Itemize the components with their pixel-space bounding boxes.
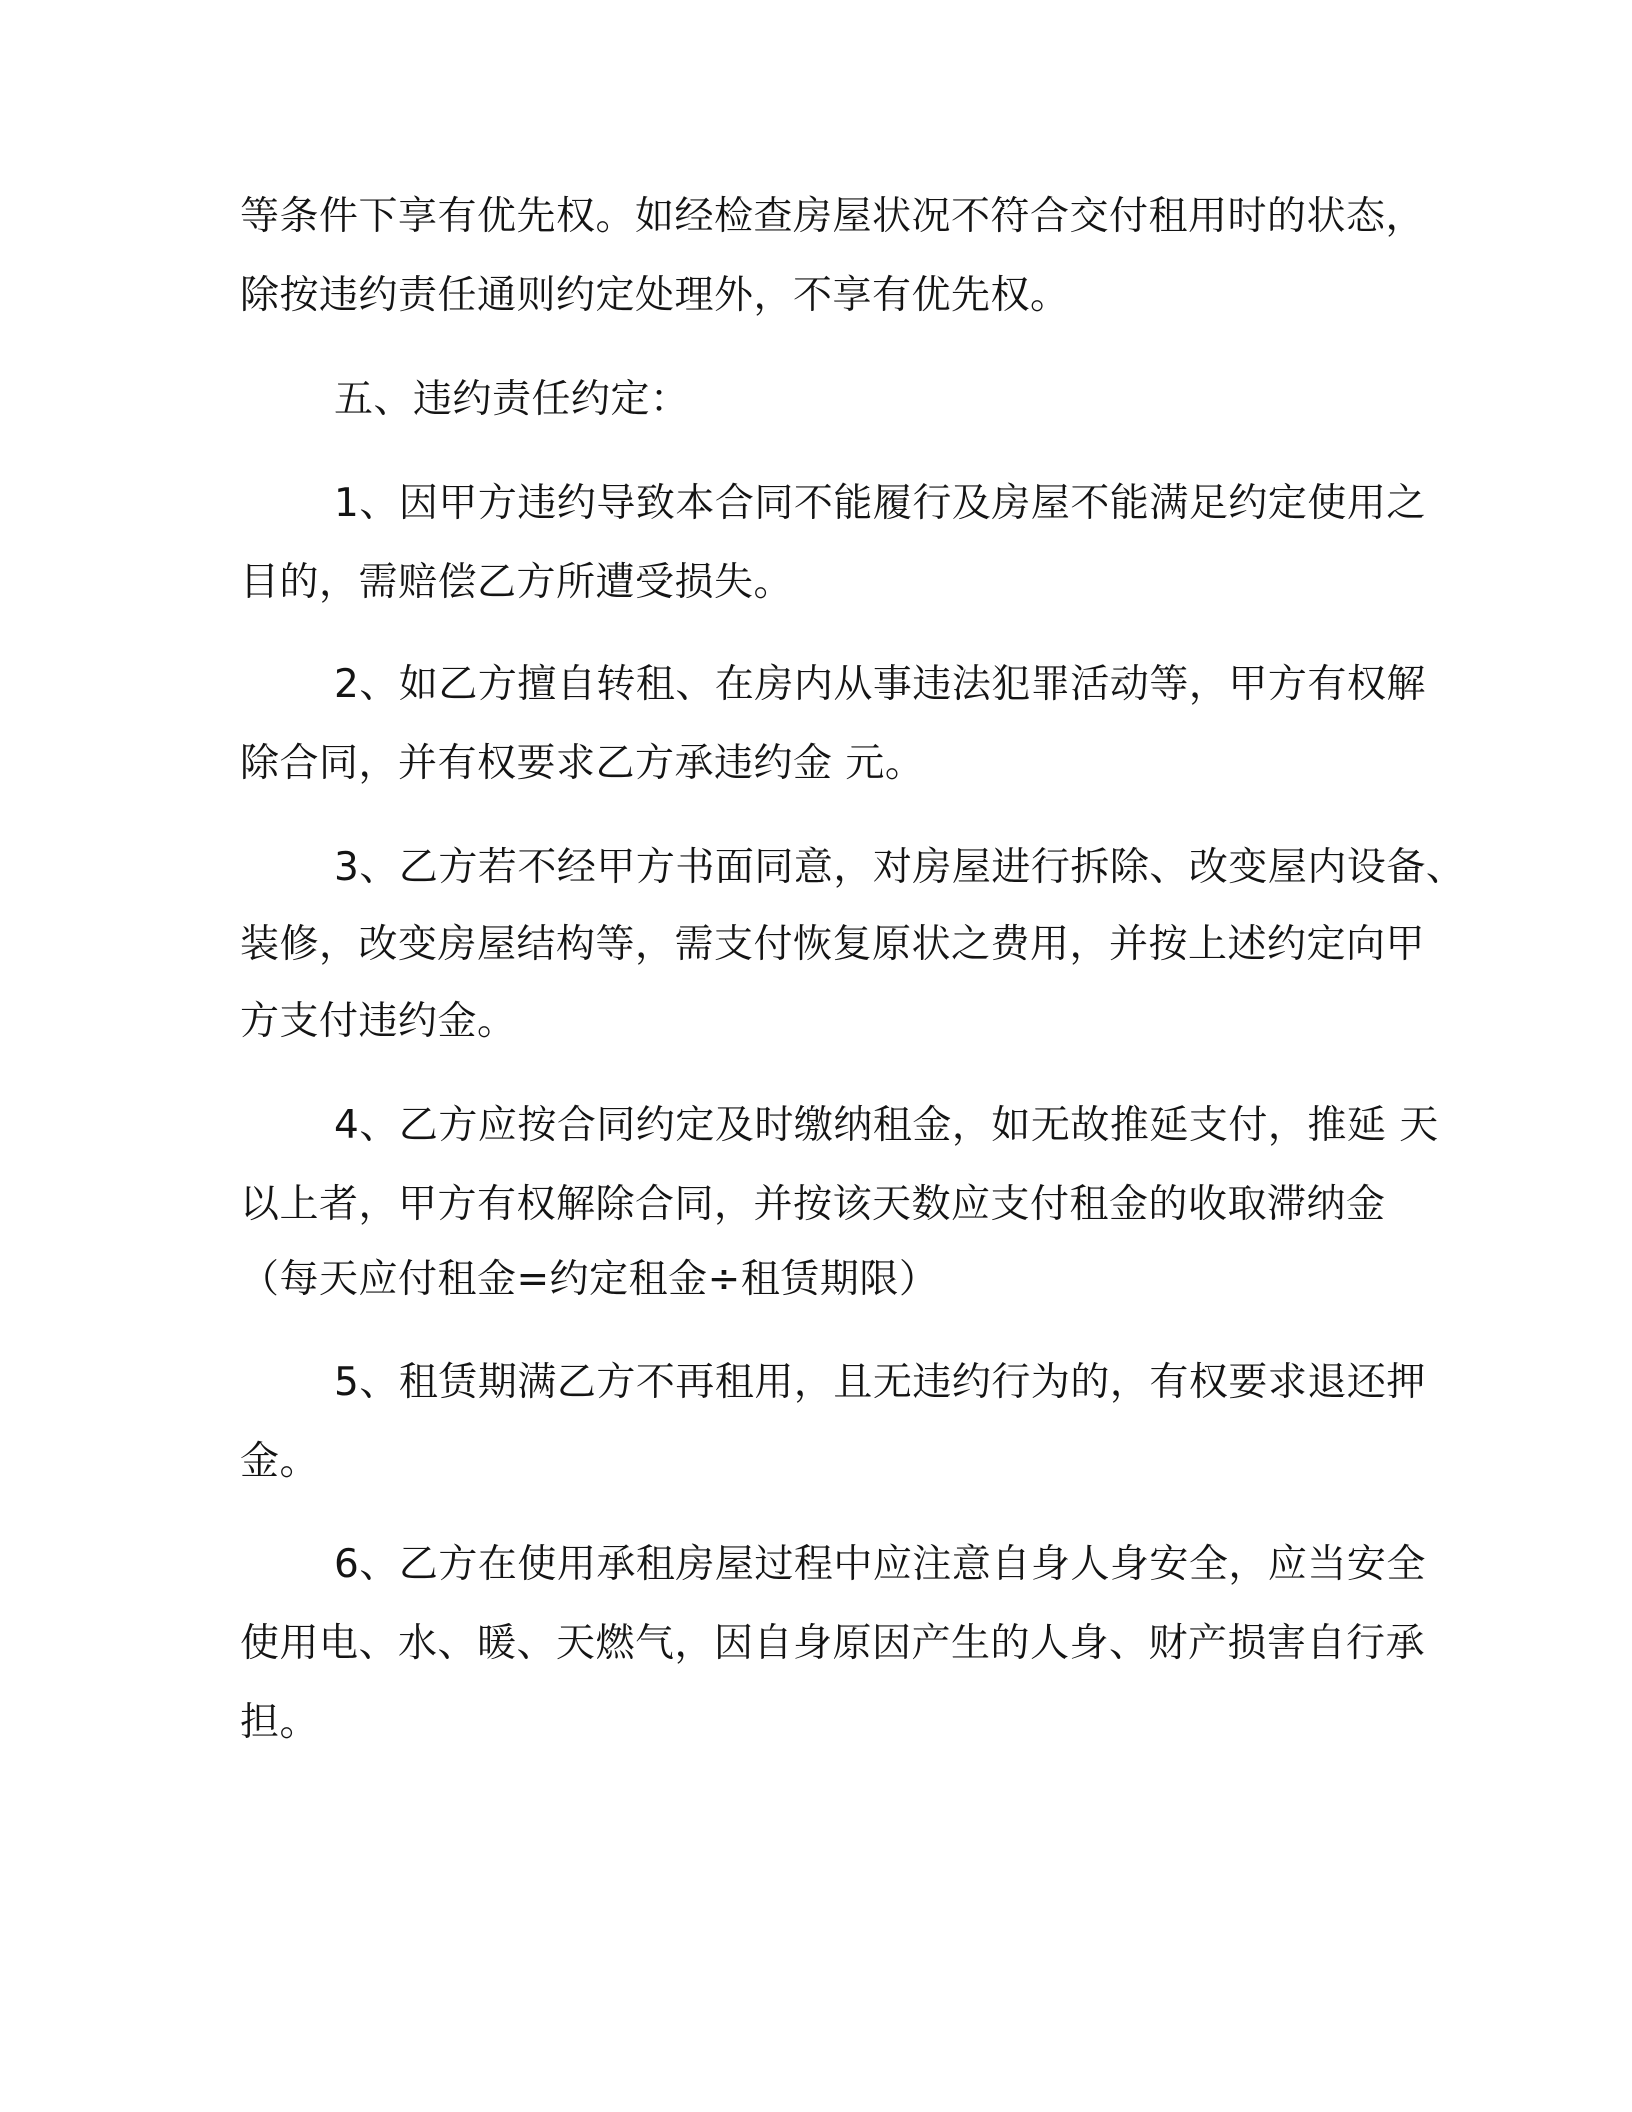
text-line: 目的，需赔偿乙方所遭受损失。	[240, 560, 794, 605]
text-line: 5、租赁期满乙方不再租用，且无违约行为的，有权要求退还押	[334, 1360, 1426, 1405]
text-line: 1、因甲方违约导致本合同不能履行及房屋不能满足约定使用之	[334, 481, 1426, 526]
text-line: 除按违约责任通则约定处理外，不享有优先权。	[240, 273, 1070, 318]
text-line: 2、如乙方擅自转租、在房内从事违法犯罪活动等，甲方有权解	[334, 662, 1426, 707]
text-line: 担。	[240, 1700, 320, 1745]
text-line: （每天应付租金=约定租金÷租赁期限）	[240, 1257, 939, 1302]
text-line: 装修，改变房屋结构等，需支付恢复原状之费用，并按上述约定向甲	[240, 922, 1426, 967]
text-line: 3、乙方若不经甲方书面同意，对房屋进行拆除、改变屋内设备、	[334, 845, 1466, 890]
text-line: 使用电、水、暖、天燃气，因自身原因产生的人身、财产损害自行承	[240, 1621, 1426, 1666]
text-line: 6、乙方在使用承租房屋过程中应注意自身人身安全，应当安全	[334, 1542, 1426, 1587]
text-line: 4、乙方应按合同约定及时缴纳租金，如无故推延支付，推延 天	[334, 1103, 1439, 1148]
section-heading: 五、违约责任约定：	[334, 377, 690, 422]
text-line: 等条件下享有优先权。如经检查房屋状况不符合交付租用时的状态，	[240, 194, 1426, 239]
text-line: 金。	[240, 1439, 320, 1484]
text-line: 以上者，甲方有权解除合同，并按该天数应支付租金的收取滞纳金	[240, 1182, 1386, 1227]
text-line: 方支付违约金。	[240, 999, 517, 1044]
text-line: 除合同，并有权要求乙方承违约金 元。	[240, 741, 925, 786]
